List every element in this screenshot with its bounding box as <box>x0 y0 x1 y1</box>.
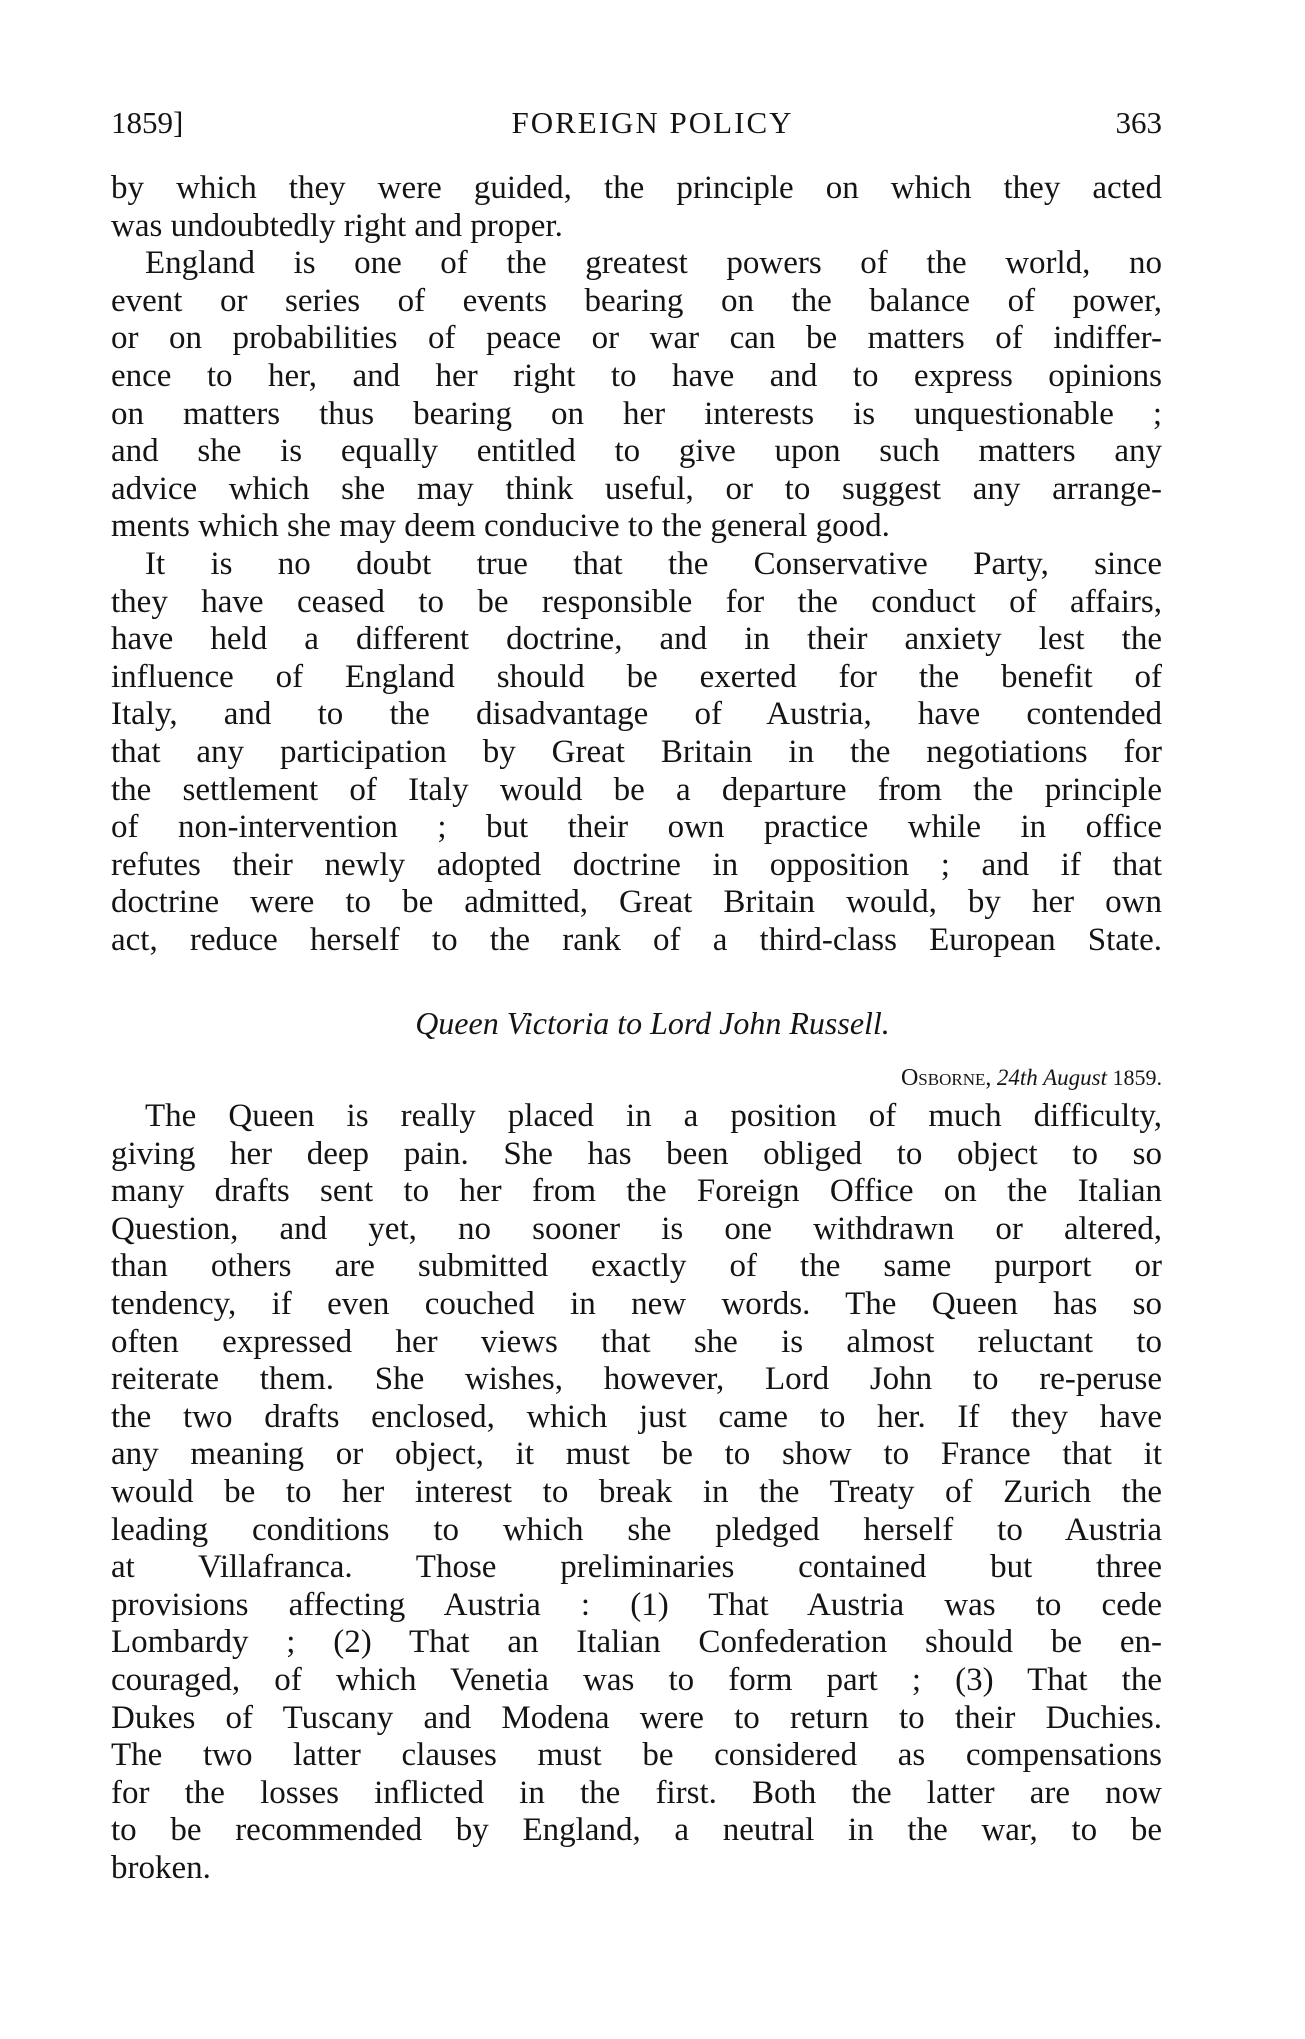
page-number: 363 <box>1115 105 1162 140</box>
body-text-section <box>111 170 1162 959</box>
text-line: Lombardy ; (2) That an Italian Confederation should be en- <box>111 1624 1162 1661</box>
paragraph <box>111 245 1162 546</box>
letter-date-day: 24th August <box>996 1065 1107 1090</box>
text-line: Dukes of Tuscany and Modena were to return to their Duchies. <box>111 1699 1162 1736</box>
text-line: giving her deep pain. She has been obliged to object to so <box>111 1135 1162 1172</box>
paragraph <box>111 170 1162 245</box>
text-line: doctrine were to be admitted, Great Britain would, by her own <box>111 884 1162 921</box>
text-line: reiterate them. She wishes, however, Lord John to re-peruse <box>111 1361 1162 1398</box>
letter-dateline <box>901 1064 1162 1092</box>
text-line: Italy, and to the disadvantage of Austria, have contended <box>111 696 1162 733</box>
text-line: influence of England should be exerted for the benefit of <box>111 658 1162 695</box>
text-line: at Villafranca. Those preliminaries contained but three <box>111 1549 1162 1586</box>
text-line: often expressed her views that she is almost reluctant to <box>111 1323 1162 1360</box>
text-line: they have ceased to be responsible for the conduct of affairs, <box>111 583 1162 620</box>
text-line: provisions affecting Austria : (1) That Austria was to cede <box>111 1586 1162 1623</box>
text-line: by which they were guided, the principle on which they acted <box>111 170 1162 206</box>
letter-place: Osborne, <box>900 1065 992 1091</box>
letter-heading: Queen Victoria to Lord John Russell. <box>415 1005 890 1041</box>
text-line: or on probabilities of peace or war can be matters of indiffer- <box>111 320 1162 357</box>
text-line: broken. <box>111 1849 211 1886</box>
text-line: of non-intervention ; but their own practice while in office <box>111 809 1162 846</box>
text-line: on matters thus bearing on her interests is unquestionable ; <box>111 395 1162 432</box>
letter-date-year: 1859. <box>1112 1065 1162 1090</box>
text-line: refutes their newly adopted doctrine in opposition ; and if that <box>111 846 1162 883</box>
text-line: England is one of the greatest powers of the world, no <box>145 245 1162 282</box>
text-line: the two drafts enclosed, which just came to her. If they have <box>111 1398 1162 1435</box>
text-line: leading conditions to which she pledged herself to Austria <box>111 1511 1162 1548</box>
letter-body <box>111 1098 1162 1887</box>
text-line: any meaning or object, it must be to show to France that it <box>111 1436 1162 1473</box>
text-line: than others are submitted exactly of the same purport or <box>111 1248 1162 1285</box>
text-line: tendency, if even couched in new words. The Queen has so <box>111 1285 1162 1322</box>
text-line: advice which she may think useful, or to suggest any arrange- <box>111 470 1162 507</box>
text-line: many drafts sent to her from the Foreign Office on the Italian <box>111 1173 1162 1210</box>
text-line: act, reduce herself to the rank of a third-class European State. <box>111 921 1162 958</box>
text-line: couraged, of which Venetia was to form part ; (3) That the <box>111 1661 1162 1698</box>
text-line: and she is equally entitled to give upon such matters any <box>111 433 1162 470</box>
text-line: Question, and yet, no sooner is one withdrawn or altered, <box>111 1210 1162 1247</box>
text-line: to be recommended by England, a neutral in the war, to be <box>111 1812 1162 1849</box>
text-line: The Queen is really placed in a position of much difficulty, <box>145 1098 1162 1134</box>
text-line: ments which she may deem conducive to the general good. <box>111 508 890 545</box>
running-head-title: FOREIGN POLICY <box>511 105 794 140</box>
running-head-year: 1859] <box>111 105 184 140</box>
paragraph <box>111 546 1162 960</box>
text-line: was undoubtedly right and proper. <box>111 207 563 244</box>
text-line: would be to her interest to break in the Treaty of Zurich the <box>111 1473 1162 1510</box>
text-line: It is no doubt true that the Conservative Party, since <box>145 545 1162 582</box>
text-line: ence to her, and her right to have and to express opinions <box>111 357 1162 394</box>
text-line: event or series of events bearing on the balance of power, <box>111 282 1162 319</box>
text-line: for the losses inflicted in the first. Both the latter are now <box>111 1774 1162 1811</box>
text-line: the settlement of Italy would be a departure from the principle <box>111 771 1162 808</box>
text-line: The two latter clauses must be considered as compensations <box>111 1737 1162 1774</box>
text-line: that any participation by Great Britain in the negotiations for <box>111 733 1162 770</box>
paragraph <box>111 1098 1162 1887</box>
text-line: have held a different doctrine, and in their anxiety lest the <box>111 621 1162 658</box>
